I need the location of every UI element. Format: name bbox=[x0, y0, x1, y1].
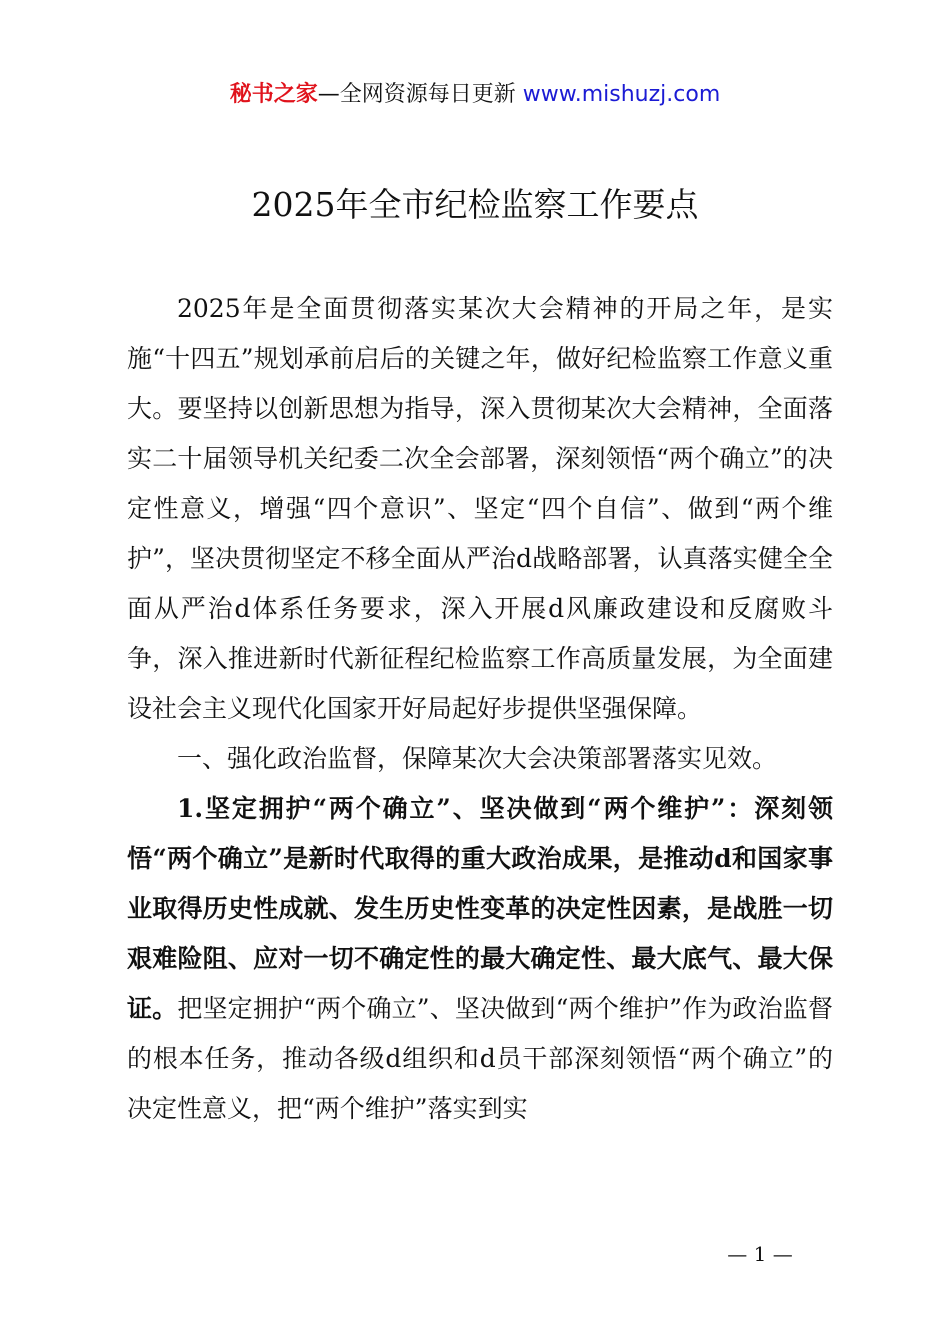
item-body-text: 把坚定拥护“两个确立”、坚决做到“两个维护”作为政治监督的根本任务，推动各级d组织和d员干部深刻领悟“两个确立”的决定性意义，把“两个维护”落实到实 bbox=[127, 994, 833, 1123]
site-url-link[interactable]: www.mishuzj.com bbox=[522, 82, 721, 107]
intro-paragraph: 2025年是全面贯彻落实某次大会精神的开局之年，是实施“十四五”规划承前启后的关键之年，做好纪检监察工作意义重大。要坚持以创新思想为指导，深入贯彻某次大会精神，全面落实二十届领导机关纪委二次全会部署，深刻领悟“两个确立”的决定性意义，增强“四个意识”、坚定“四个自信”、做到“两个维护”，坚决贯彻坚定不移全面从严治d战略部署，认真落实健全全面从严治d体系任务要求，深入开展d风廉政建设和反腐败斗争，深入推进新时代新征程纪检监察工作高质量发展，为全面建设社会主义现代化国家开好局起好步提供坚强保障。 bbox=[127, 294, 833, 723]
page-number: — 1 — bbox=[727, 1242, 793, 1266]
site-banner bbox=[0, 80, 950, 110]
banner-slogan: —全网资源每日更新 bbox=[317, 82, 523, 107]
brand-name: 秘书之家 bbox=[229, 82, 318, 107]
section-heading: 一、强化政治监督，保障某次大会决策部署落实见效。 bbox=[177, 744, 778, 773]
item-paragraph bbox=[127, 784, 833, 1134]
document-body bbox=[127, 284, 833, 1134]
document-title: 2025年全市纪检监察工作要点 bbox=[251, 185, 699, 224]
item-bold-lead: 1.坚定拥护“两个确立”、坚决做到“两个维护”：深刻领悟“两个确立”是新时代取得的重大政治成果，是推动d和国家事业取得历史性成就、发生历史性变革的决定性因素，是战胜一切艰难险阻、应对一切不确定性的最大确定性、最大底气、最大保证。 bbox=[127, 794, 833, 1023]
